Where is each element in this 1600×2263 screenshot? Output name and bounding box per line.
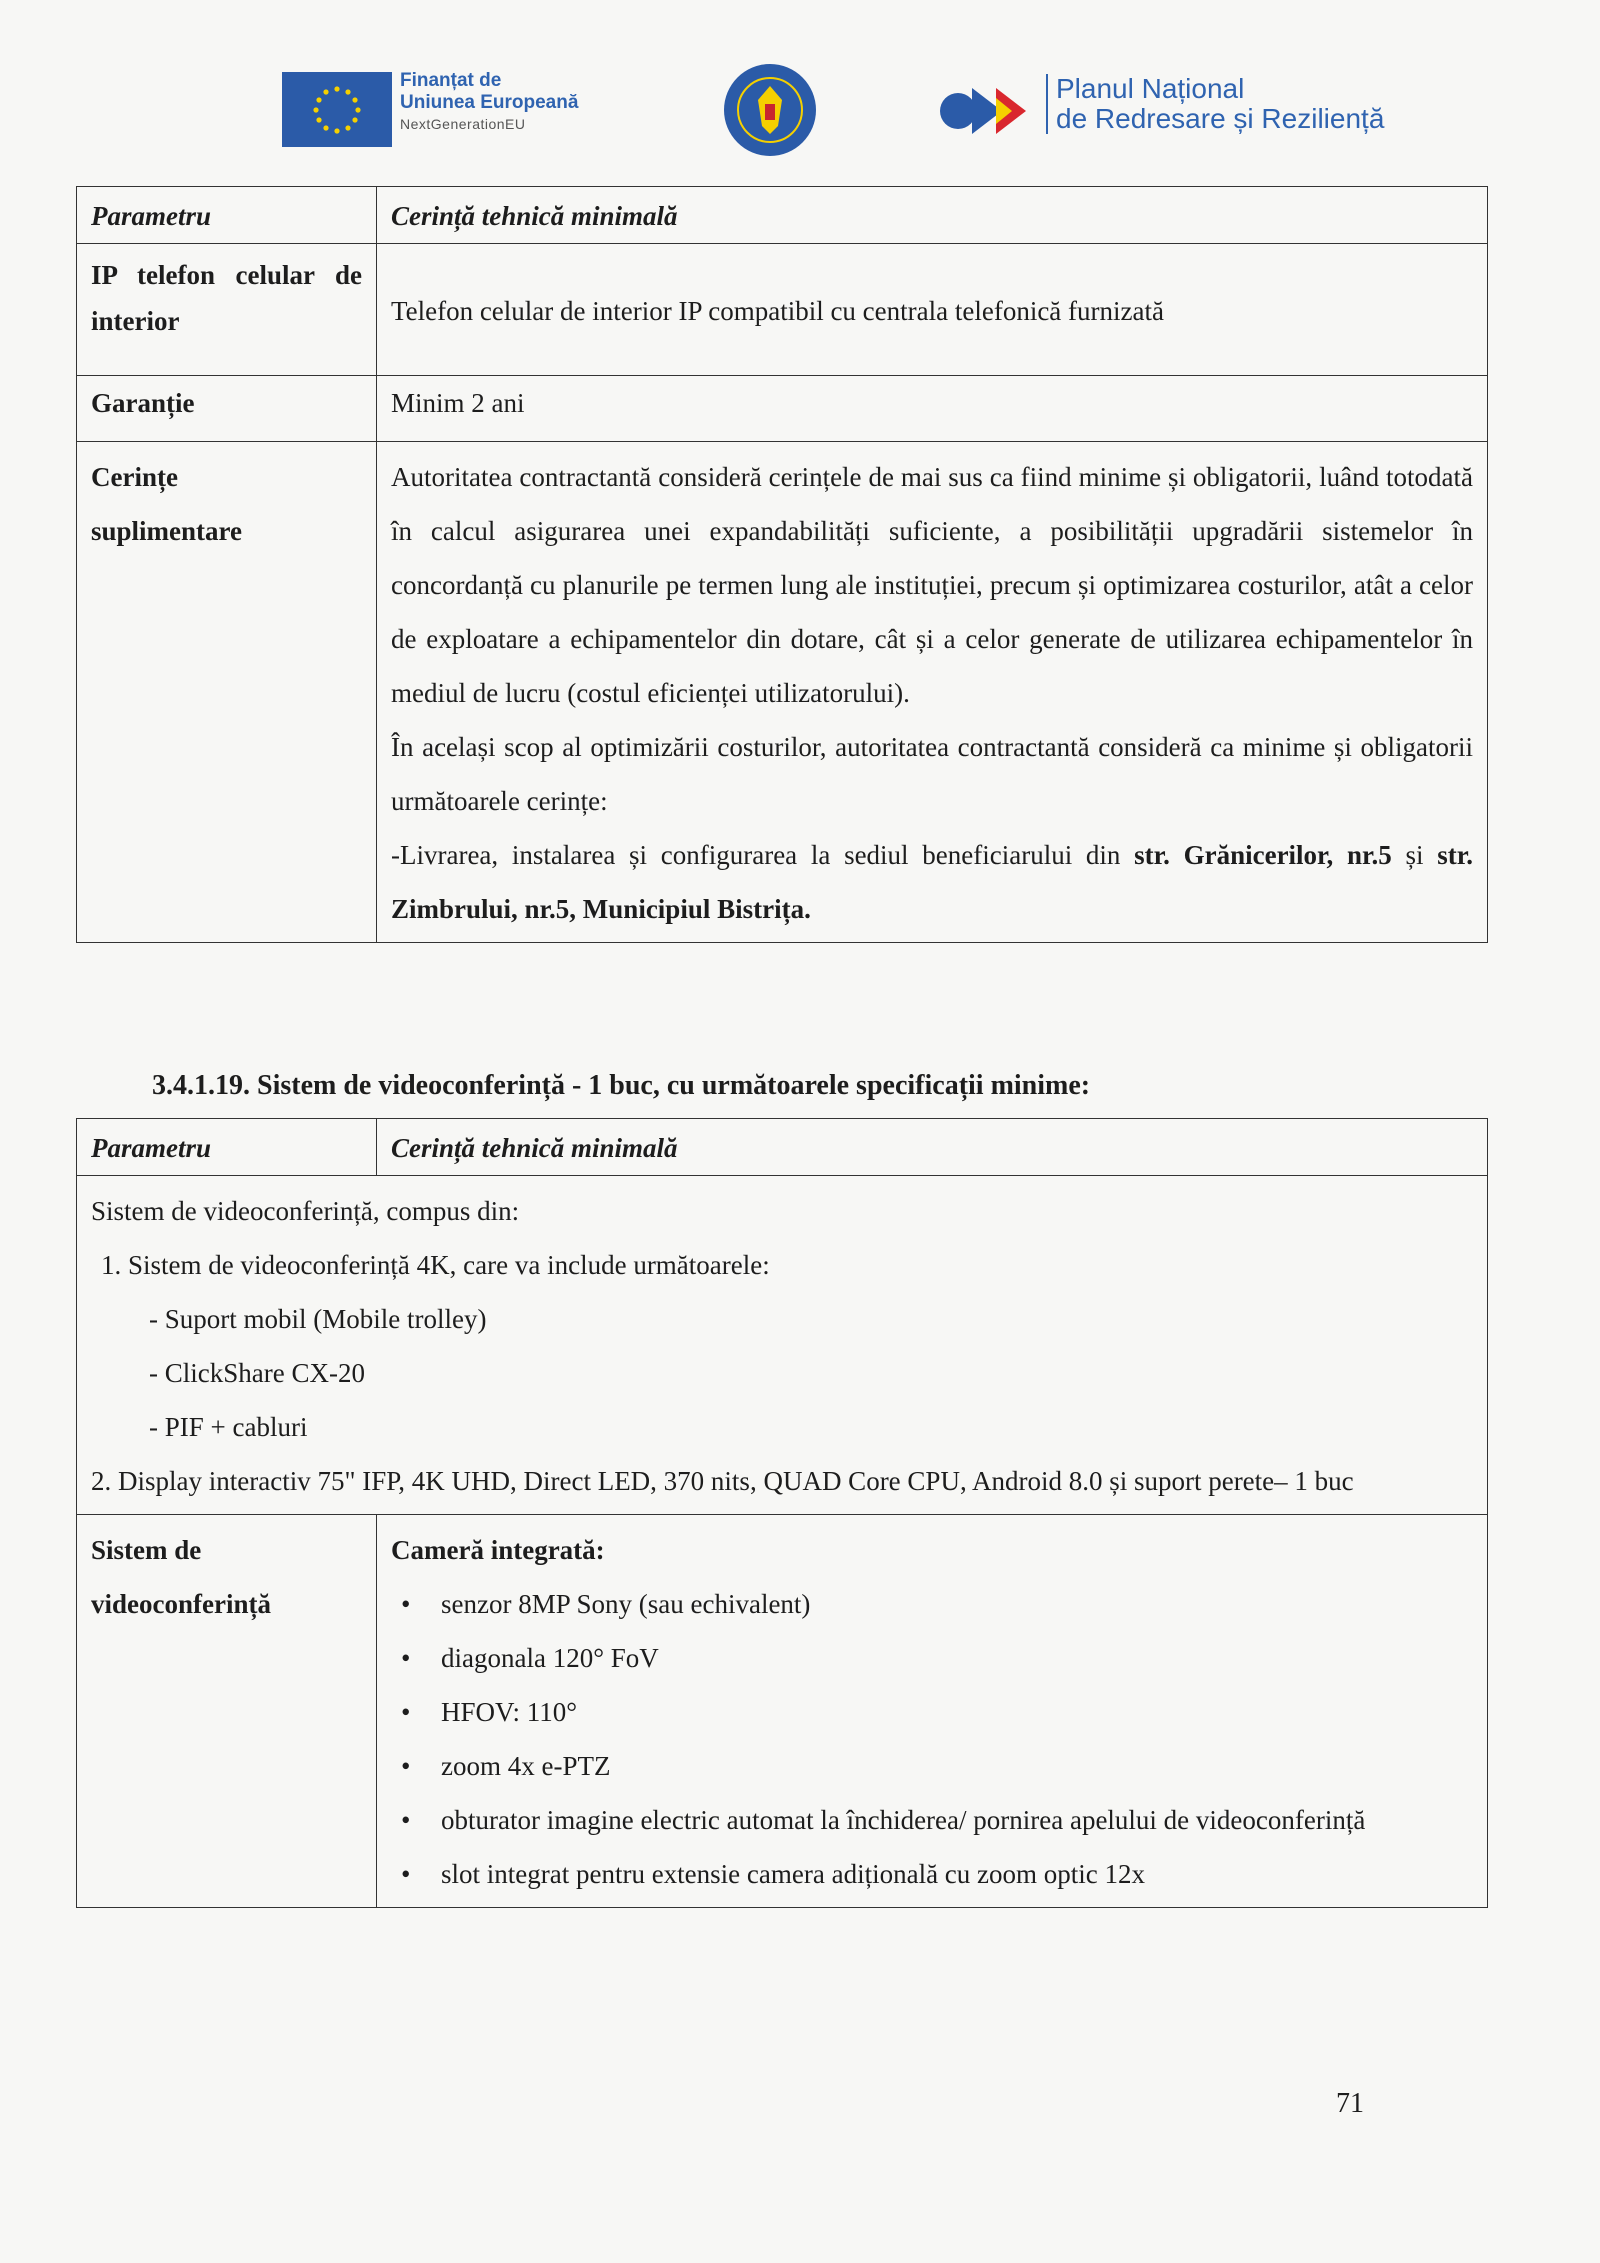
row-value-ip-phone: Telefon celular de interior IP compatibil cu centrala telefonică furnizată (377, 244, 1488, 376)
bullet-icon: • (401, 1643, 411, 1673)
eu-line-3: NextGenerationEU (400, 116, 526, 132)
row-param-video-system: Sistem de videoconferință (77, 1515, 377, 1908)
table2-header-row (77, 1119, 1488, 1176)
table2-header-requirement: Cerință tehnică minimală (377, 1119, 1488, 1176)
pnrr-line-1: Planul Național (1056, 73, 1245, 104)
extra-req-paragraph-2: În același scop al optimizării costurilor, autoritatea contractantă consideră ca minime și obligatorii următoarele cerințe: (391, 732, 1473, 816)
page-number: 71 (1336, 2088, 1364, 2119)
camera-spec-list (391, 1577, 1473, 1901)
extra-req-paragraph-3 (391, 828, 1473, 936)
composition-subitem: - ClickShare CX-20 (149, 1358, 365, 1388)
composition-intro: Sistem de videoconferință, compus din: (91, 1196, 520, 1226)
bullet-icon: • (401, 1751, 411, 1781)
section-title: 3.4.1.19. Sistem de videoconferință - 1 buc, cu următoarele specificații minime: (152, 1070, 1091, 1101)
requirements-table-2 (76, 1118, 1488, 1908)
delivery-address-2: Zimbrului, nr.5, Municipiul Bistrița. (391, 894, 811, 924)
composition-subitem: - Suport mobil (Mobile trolley) (149, 1304, 487, 1334)
pnrr-logo (938, 78, 1038, 144)
table-row (77, 244, 1488, 376)
table-row (77, 1176, 1488, 1515)
camera-title: Cameră integrată: (391, 1535, 605, 1565)
list-item (391, 1631, 1473, 1685)
row-param-warranty: Garanție (77, 376, 377, 442)
table-row (77, 376, 1488, 442)
delivery-address-1: Grănicerilor, nr.5 (1183, 840, 1392, 870)
eu-line-2: Uniunea Europeană (400, 92, 579, 113)
eu-flag-logo (282, 72, 392, 147)
delivery-text: -Livrarea, instalarea și configurarea la sediul beneficiarului din (391, 840, 1135, 870)
eu-line-1: Finanțat de (400, 70, 502, 91)
eu-funding-label (400, 70, 578, 134)
bullet-icon: • (401, 1697, 411, 1727)
bullet-icon: • (401, 1859, 411, 1889)
row-value-extra-requirements (377, 442, 1488, 943)
bullet-icon: • (401, 1589, 411, 1619)
list-item (391, 1685, 1473, 1739)
pnrr-label (1046, 74, 1384, 134)
camera-spec-text: obturator imagine electric automat la închiderea/ pornirea apelului de videoconferință (441, 1805, 1366, 1835)
row-param-ip-phone: IP telefon celular de interior (77, 244, 377, 376)
table-row (77, 1515, 1488, 1908)
delivery-street-prefix-1: str. (1134, 840, 1184, 870)
bullet-icon: • (401, 1805, 411, 1835)
list-item (391, 1847, 1473, 1901)
camera-spec-text: senzor 8MP Sony (sau echivalent) (441, 1589, 811, 1619)
list-item (391, 1577, 1473, 1631)
composition-item-1: 1. Sistem de videoconferință 4K, care va include următoarele: (101, 1250, 770, 1280)
table-row (77, 442, 1488, 943)
list-item (391, 1793, 1473, 1847)
system-composition-cell (77, 1176, 1488, 1515)
requirements-table-1 (76, 186, 1488, 943)
extra-req-paragraph-1: Autoritatea contractantă consideră cerințele de mai sus ca fiind minime și obligatorii, luând totodată în calcul asigurarea unei expandabilități suficiente, a posibilității upgradării sistemelor în concordanță cu planurile pe termen lung ale instituției, precum și optimizarea costurilor, atât a celor de exploatare a echipamentelor din dotare, cât și a celor generate de utilizarea echipamentelor în mediul de lucru (costul eficienței utilizatorului). (391, 462, 1473, 708)
row-value-warranty: Minim 2 ani (377, 376, 1488, 442)
composition-item-2: 2. Display interactiv 75" IFP, 4K UHD, Direct LED, 370 nits, QUAD Core CPU, Android 8.0 și suport perete– 1 buc (91, 1466, 1354, 1496)
page-header (0, 60, 1600, 170)
delivery-street-prefix-2: str. (1437, 840, 1473, 870)
table1-header-requirement: Cerință tehnică minimală (377, 187, 1488, 244)
table1-header-param: Parametru (77, 187, 377, 244)
list-item (391, 1739, 1473, 1793)
camera-spec-text: HFOV: 110° (441, 1697, 578, 1727)
camera-spec-text: diagonala 120° FoV (441, 1643, 659, 1673)
camera-spec-text: slot integrat pentru extensie camera adițională cu zoom optic 12x (441, 1859, 1146, 1889)
pnrr-line-2: de Redresare și Reziliență (1056, 103, 1385, 134)
camera-spec-text: zoom 4x e-PTZ (441, 1751, 611, 1781)
table2-header-param: Parametru (77, 1119, 377, 1176)
romanian-government-seal-logo (722, 60, 818, 160)
table1-header-row (77, 187, 1488, 244)
composition-subitem: - PIF + cabluri (149, 1412, 308, 1442)
row-value-video-system (377, 1515, 1488, 1908)
row-param-extra-requirements: Cerințe suplimentare (77, 442, 377, 943)
delivery-conjunction: și (1391, 840, 1438, 870)
